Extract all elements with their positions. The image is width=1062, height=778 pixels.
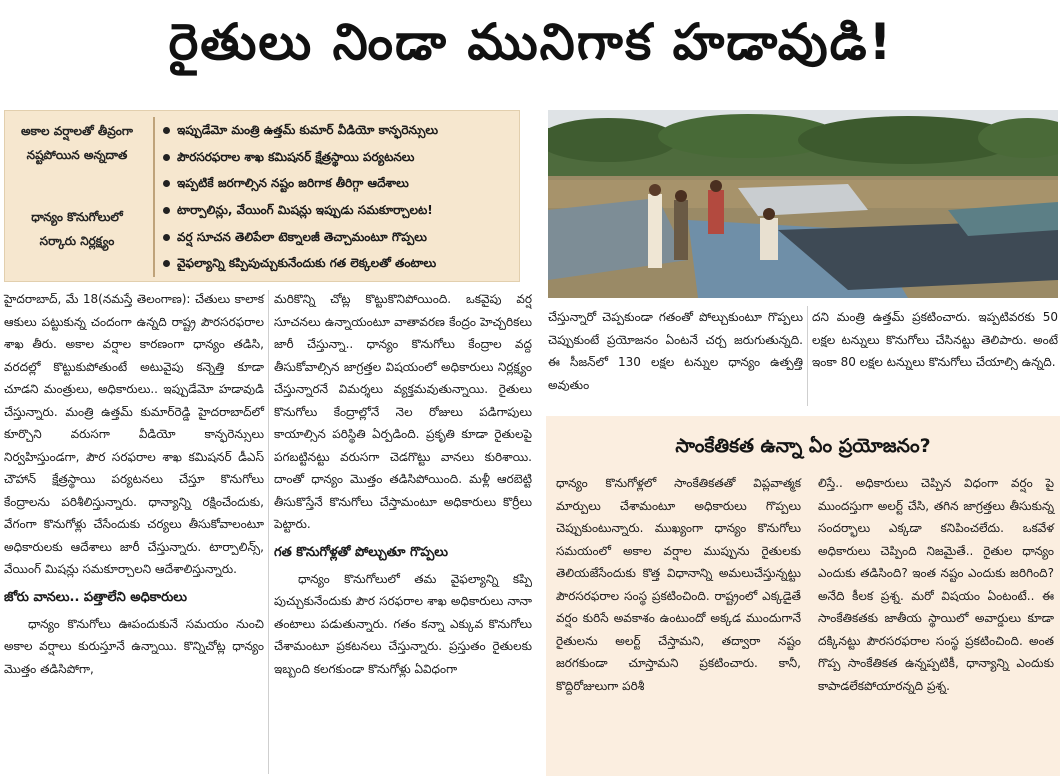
summary-divider: [153, 117, 155, 277]
column-rule: [268, 290, 269, 774]
inset-column-1: ధాన్యం కొనుగోళ్లలో సాంకేతికతతో విప్లవాత్మక మార్పులు చేశామంటూ అధికారులు గొప్పలు చెప్పుకుంటున్నారు. ముఖ్యంగా ధాన్యం కొనుగోలు సమయంలో అకాల వర్షాల ముప్పును రైతులకు తెలియజేసేందుకు కొత్త విధానాన్ని అమలుచేస్తున్నట్టు పౌరసరఫరాల సంస్థ ప్రకటించింది. రాష్ట్రంలో ఎక్కడైతే వర్షం కురిసే అవకాశం ఉంటుందో అక్కడ ముందుగానే రైతులను అలర్ట్ చేస్తామని, తద్వారా నష్టం జరగకుండా చూస్తామని ప్రకటించారు. కానీ, కొద్దిరోజులుగా పరిశీ: [556, 476, 801, 693]
news-photo-tarpaulins-field: [548, 110, 1058, 298]
article-column-2: [274, 288, 532, 680]
summary-bullet: టార్పాలిన్లు, వేయింగ్ మిషన్లు ఇప్పుడు సమకూర్చాలట!: [163, 197, 515, 224]
article-paragraph: ధాన్యం కొనుగోలు ఊపందుకునే సమయం నుంచి అకాల వర్షాలు కురుస్తూనే ఉన్నాయి. కొన్నిచోట్ల ధాన్యం మొత్తం తడిసిపోగా,: [4, 616, 264, 676]
summary-bullet-list: [163, 117, 515, 277]
article-column-1: [4, 288, 264, 680]
article-subheading: గత కొనుగోళ్లతో పోల్చుతూ గొప్పలు: [274, 544, 448, 560]
summary-taglines: [5, 111, 149, 283]
summary-bullet: వైఫల్యాన్ని కప్పిపుచ్చుకునేందుకు గత లెక్కలతో తంటాలు: [163, 250, 515, 277]
summary-bullet: పౌరసరఫరాల శాఖ కమిషనర్ క్షేత్రస్థాయి పర్యటనలు: [163, 144, 515, 171]
headline: రైతులు నిండా మునిగాక హడావుడి!: [168, 12, 894, 71]
article-subheading: జోరు వానలు.. పత్తాలేని అధికారులు: [4, 589, 188, 605]
article-paragraph: చేస్తున్నారో చెప్పకుండా గతంతో పోల్చుకుంటూ గొప్పలు చెప్పుకుంటే ప్రయోజనం ఏంటనే చర్చ జరుగుతున్నది. ఈ సీజన్‌లో 130 లక్షల టన్నుల ధాన్యం ఉత్పత్తి అవుతుం: [548, 310, 803, 392]
photo-illustration: [548, 110, 1058, 298]
summary-bullet: ఇప్పటికే జరగాల్సిన నష్టం జరిగాక తీరిగ్గా ఆదేశాలు: [163, 170, 515, 197]
article-paragraph: హైదరాబాద్, మే 18(నమస్తే తెలంగాణ): చేతులు కాలాక ఆకులు పట్టుకున్న చందంగా ఉన్నది రాష్ట్ర పౌరసరఫరాల శాఖ తీరు. అకాల వర్షాల కారణంగా ధాన్యం తడిసి, వరదల్లో కొట్టుకుపోతుంటే అటువైపు కన్నెత్తి కూడా చూడని మంత్రులు, అధికారులు.. ఇప్పుడేమో హడావుడి చేస్తున్నారు. మంత్రి ఉత్తమ్ కుమార్‌రెడ్డి హైదరాబాద్‌లో కూర్చొని వరుసగా వీడియో కాన్ఫరెన్సులు నిర్వహిస్తుండగా, పౌర సరఫరాల శాఖ కమిషనర్ డీఎస్ చౌహాన్ క్షేత్రస్థాయి పర్యటనలు చేస్తూ కొనుగోలు కేంద్రాలను పరిశీలిస్తున్నారు. ధాన్యాన్ని రక్షించేందుకు, వేగంగా కొనుగోళ్లు చేసేందుకు చర్యలు తీసుకోవాలంటూ అధికారులకు ఆదేశాలు జారీ చేస్తున్నారు. టార్పాలిన్స్, వేయింగ్ మిషన్లు సమకూర్చాలని ఆదేశాలిస్తున్నారు.: [4, 292, 264, 576]
inset-column-2: లిస్తే.. అధికారులు చెప్పిన విధంగా వర్షం పై ముందస్తుగా అలర్ట్ చేసి, తగిన జాగ్రత్తలు తీసుకున్న సందర్భాలు ఎక్కడా కనిపించలేదు. ఒకవేళ అధికారులు చెప్పింది నిజమైతే.. రైతుల ధాన్యం ఎందుకు తడిసింది? ఇంత నష్టం ఎందుకు జరిగింది? అనేది కీలక ప్రశ్న. మరో విషయం ఏంటంటే.. ఈ సాంకేతికతకు జాతీయ స్థాయిలో అవార్డులు కూడా దక్కినట్టు పౌరసరఫరాల సంస్థ ప్రకటించింది. అంత గొప్ప సాంకేతికత ఉన్నప్పటికీ, ధాన్యాన్ని ఎందుకు కాపాడలేకపోయారన్నది ప్రశ్న.: [818, 476, 1054, 693]
article-column-3: [548, 306, 803, 396]
article-column-4: [812, 306, 1058, 374]
article-paragraph: దని మంత్రి ఉత్తమ్ ప్రకటించారు. ఇప్పటివరకు 50 లక్షల టన్నులు కొనుగోలు చేసినట్టు తెలిపారు. అంటే ఇంకా 80 లక్షల టన్నులు కొనుగోలు చేయాల్సి ఉన్నది.: [812, 310, 1058, 369]
inset-title: సాంకేతికత ఉన్నా ఏం ప్రయోజనం?: [675, 435, 931, 457]
summary-bullet: వర్ష సూచన తెలిపేలా టెక్నాలజీ తెచ్చామంటూ గొప్పలు: [163, 224, 515, 251]
tagline-govt-negligence: ధాన్యం కొనుగోలులో సర్కారు నిర్లక్ష్యం: [31, 210, 123, 248]
tagline-farmers-loss: అకాల వర్షాలతో తీవ్రంగా నష్టపోయిన అన్నదాత: [21, 124, 133, 162]
article-paragraph: ధాన్యం కొనుగోలులో తమ వైఫల్యాన్ని కప్పి పుచ్చుకునేందుకు పౌర సరఫరాల శాఖ అధికారులు నానా తంటాలు పడుతున్నారు. గతం కన్నా ఎక్కువ కొనుగోలు చేశామంటూ ప్రకటనలు చేస్తున్నారు. ప్రస్తుతం రైతులకు ఇబ్బంది కలగకుండా కొనుగోళ్లు ఏవిధంగా: [274, 571, 532, 676]
inset-box-technology: [546, 416, 1060, 776]
article-paragraph: మరికొన్ని చోట్ల కొట్టుకొనిపోయింది. ఒకవైపు వర్ష సూచనలు ఉన్నాయంటూ వాతావరణ కేంద్రం హెచ్చరికలు జారీ చేస్తున్నా.. ధాన్యం కొనుగోలు కేంద్రాల వద్ద తీసుకోవాల్సిన జాగ్రత్తల విషయంలో అధికారులు నిర్లక్ష్యం చేస్తున్నారనే విమర్శలు వ్యక్తమవుతున్నాయి. రైతులు కొనుగోలు కేంద్రాల్లోనే నెల రోజులు పడిగాపులు కాయాల్సిన పరిస్థితి ఏర్పడింది. ప్రకృతి కూడా రైతులపై పగబట్టినట్టు వరుసగా చెడగొట్టు వానలు కురిశాయి. దాంతో ధాన్యం మొత్తం తడిసిపోయింది. మళ్లీ ఆరబెట్టి తీసుకొస్తేనే కొనుగోలు చేస్తామంటూ అధికారులు కొర్రీలు పెట్టారు.: [274, 292, 532, 531]
column-rule: [807, 306, 808, 406]
summary-bullet: ఇప్పుడేమో మంత్రి ఉత్తమ్ కుమార్ వీడియో కాన్ఫరెన్సులు: [163, 117, 515, 144]
summary-box: [4, 110, 520, 282]
